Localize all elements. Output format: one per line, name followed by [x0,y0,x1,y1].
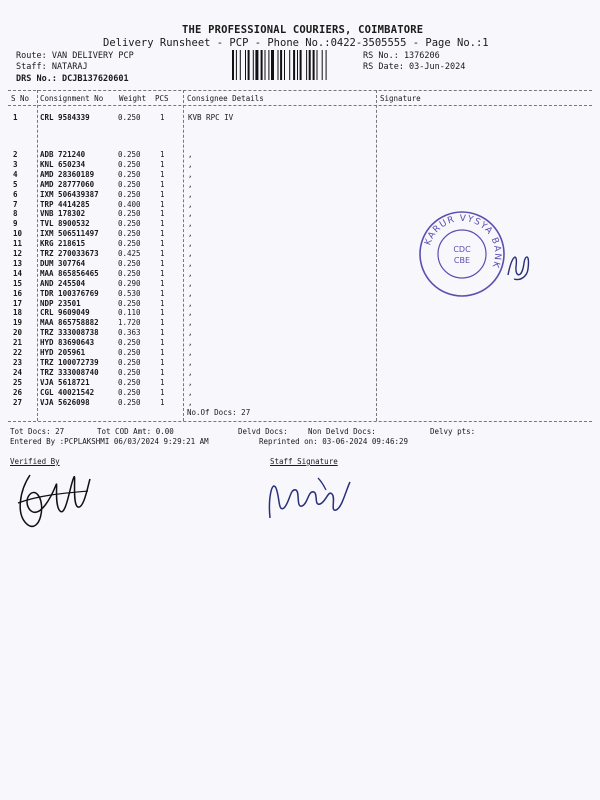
row-sno: 12 [13,249,23,258]
table-bottom-rule [8,421,592,422]
row-consignment-no: TRZ 333008738 [40,328,99,338]
receiver-signature [502,245,536,285]
row-consignment-no: MAA 865758882 [40,318,99,328]
row-weight: 0.250 [118,189,141,199]
row-sno: 13 [13,258,23,268]
reprinted-on: Reprinted on: 03-06-2024 09:46:29 [259,437,409,446]
row-sno: 20 [13,328,23,338]
row-weight: 0.250 [118,258,141,268]
svg-text:CBE: CBE [453,256,471,265]
row-weight: 0.250 [118,150,141,159]
row-consignee-details: , [188,199,193,209]
row-pcs: 1 [160,199,165,209]
row-weight: 0.250 [118,179,141,189]
row-consignee-details: , [188,377,193,387]
row-pcs: 1 [160,357,165,367]
row-pcs: 1 [160,229,165,239]
row-consignment-no: CGL 40021542 [40,387,95,397]
row-sno: 5 [13,179,18,189]
table-header-rule [8,105,592,106]
svg-text:CDC: CDC [453,245,471,254]
row-weight: 0.250 [118,268,141,278]
row-sno: 18 [13,308,23,318]
col-header-pcs: PCS [155,94,169,103]
row-consignee-details: , [188,258,193,268]
row-weight: 0.290 [118,278,141,288]
row-consignee-details: , [188,150,193,159]
row-pcs: 1 [160,113,165,122]
route-label: Route: VAN DELIVERY PCP [16,51,134,61]
row-consignment-no: AND 245504 [40,278,86,288]
row-weight: 0.250 [118,229,141,239]
drs-number: DRS No.: DCJB137620601 [16,74,129,84]
row-consignee-details: , [188,298,193,308]
delivery-points: Delvy pts: [430,427,476,436]
row-consignment-no: VJA 5618721 [40,377,90,387]
row-pcs: 1 [160,179,165,189]
row-consignee-details: , [188,249,193,258]
row-weight: 0.250 [118,377,141,387]
row-weight: 0.250 [118,387,141,397]
row-weight: 0.363 [118,328,141,338]
row-sno: 24 [13,367,23,377]
row-weight: 0.250 [118,209,141,219]
row-sno: 22 [13,348,23,357]
col-header-sno: S No [11,94,30,103]
row-consignee-details: , [188,338,193,348]
staff-signature-label: Staff Signature [270,457,338,466]
row-weight: 0.110 [118,308,141,318]
row-consignee-details: , [188,397,193,407]
row-sno: 16 [13,288,23,298]
row-pcs: 1 [160,308,165,318]
row-consignee-details: , [188,288,193,298]
row-pcs: 1 [160,318,165,328]
col-divider [183,90,184,421]
row-consignment-no: IXM 506511497 [40,229,99,239]
svg-text:KARUR VYSYA BANK: KARUR VYSYA BANK [423,213,503,270]
row-pcs: 1 [160,150,165,159]
row-weight: 0.250 [118,348,141,357]
runsheet-subtitle: Delivery Runsheet - PCP - Phone No.:0422-3505555 - Page No.:1 [103,37,489,49]
row-pcs: 1 [160,278,165,288]
col-divider [37,90,38,421]
entered-by: Entered By :PCPLAKSHMI 06/03/2024 9:29:21 AM [10,437,209,446]
row-weight: 0.250 [118,298,141,308]
row-weight: 1.720 [118,318,141,328]
row-weight: 0.250 [118,239,141,249]
row-pcs: 1 [160,298,165,308]
row-consignment-no: TRZ 270033673 [40,249,99,258]
verified-by-signature [10,465,100,535]
col-header-consignment: Consignment No [40,94,104,103]
row-consignee-details: , [188,367,193,377]
row-consignment-no: TRZ 100072739 [40,357,99,367]
col-header-consignee: Consignee Details [187,94,264,103]
no-of-docs: No.Of Docs: 27 [187,408,251,417]
row-weight: 0.250 [118,397,141,407]
row-sno: 27 [13,397,23,407]
row-consignee-details: , [188,308,193,318]
row-consignee-details: , [188,229,193,239]
row-weight: 0.250 [118,357,141,367]
row-sno: 8 [13,209,18,219]
rs-number: RS No.: 1376206 [363,51,440,61]
row-consignee-details: , [188,159,193,169]
row-sno: 19 [13,318,23,328]
row-weight: 0.400 [118,199,141,209]
row-pcs: 1 [160,258,165,268]
row-weight: 0.425 [118,249,141,258]
row-consignment-no: KRG 218615 [40,239,86,249]
row-consignment-no: TVL 8900532 [40,219,90,229]
row-pcs: 1 [160,397,165,407]
barcode [232,50,356,80]
row-consignee-details: , [188,328,193,338]
row-weight: 0.250 [118,367,141,377]
row-pcs: 1 [160,348,165,357]
row-consignee-details: , [188,189,193,199]
row-sno: 25 [13,377,23,387]
row-sno: 11 [13,239,23,249]
row-pcs: 1 [160,377,165,387]
row-sno: 3 [13,159,18,169]
verified-by-label: Verified By [10,457,60,466]
row-consignee-details: , [188,387,193,397]
row-consignment-no: VNB 178302 [40,209,86,219]
row-sno: 10 [13,229,23,239]
row-sno: 4 [13,169,18,179]
row-sno: 21 [13,338,23,348]
total-cod-amount: Tot COD Amt: 0.00 [97,427,174,436]
row-consignee-details: , [188,239,193,249]
row-consignment-no: DUM 307764 [40,258,86,268]
row-weight: 0.250 [118,169,141,179]
row-pcs: 1 [160,249,165,258]
row-consignee-details: , [188,219,193,229]
row-consignment-no: NDP 23501 [40,298,81,308]
row-weight: 0.250 [118,219,141,229]
non-delivered-docs: Non Delvd Docs: [308,427,376,436]
row-consignee-details: , [188,169,193,179]
row-sno: 26 [13,387,23,397]
row-consignment-no: KNL 650234 [40,159,86,169]
row-pcs: 1 [160,328,165,338]
row-pcs: 1 [160,239,165,249]
row-consignee-details: KVB RPC IV [188,113,234,122]
row-consignee-details: , [188,318,193,328]
row-consignment-no: AMD 28360189 [40,169,95,179]
row-pcs: 1 [160,387,165,397]
row-pcs: 1 [160,219,165,229]
row-sno: 9 [13,219,18,229]
row-consignment-no: MAA 865856465 [40,268,99,278]
table-top-rule [8,90,592,91]
row-weight: 0.250 [118,113,141,122]
company-title: THE PROFESSIONAL COURIERS, COIMBATORE [182,24,424,36]
col-divider [376,90,377,421]
row-pcs: 1 [160,367,165,377]
row-sno: 6 [13,189,18,199]
row-pcs: 1 [160,189,165,199]
row-consignee-details: , [188,179,193,189]
row-sno: 23 [13,357,23,367]
row-pcs: 1 [160,288,165,298]
row-consignment-no: ADB 721240 [40,150,86,159]
total-docs: Tot Docs: 27 [10,427,65,436]
row-consignee-details: , [188,209,193,219]
row-consignment-no: VJA 5626098 [40,397,90,407]
row-consignment-no: AMD 28777060 [40,179,95,189]
row-consignee-details: , [188,357,193,367]
row-sno: 7 [13,199,18,209]
row-pcs: 1 [160,268,165,278]
row-sno: 1 [13,113,18,122]
row-pcs: 1 [160,169,165,179]
row-consignee-details: , [188,278,193,288]
row-consignment-no: TRZ 333008740 [40,367,99,377]
row-consignee-details: , [188,268,193,278]
row-weight: 0.530 [118,288,141,298]
rs-date: RS Date: 03-Jun-2024 [363,62,466,72]
row-pcs: 1 [160,338,165,348]
row-consignment-no: TDR 100376769 [40,288,99,298]
row-weight: 0.250 [118,338,141,348]
staff-signature [262,468,358,528]
bank-stamp [418,210,506,298]
row-consignment-no: CRL 9584339 [40,113,90,122]
row-consignment-no: CRL 9609049 [40,308,90,318]
row-consignee-details: , [188,348,193,357]
row-consignment-no: TRP 4414285 [40,199,90,209]
row-sno: 17 [13,298,23,308]
row-consignment-no: IXM 506439387 [40,189,99,199]
row-weight: 0.250 [118,159,141,169]
col-header-weight: Weight [119,94,147,103]
row-sno: 15 [13,278,23,288]
row-sno: 2 [13,150,18,159]
staff-label: Staff: NATARAJ [16,62,88,72]
delivered-docs: Delvd Docs: [238,427,288,436]
row-sno: 14 [13,268,23,278]
row-consignment-no: HYD 205961 [40,348,86,357]
col-header-signature: Signature [380,94,421,103]
row-pcs: 1 [160,209,165,219]
row-pcs: 1 [160,159,165,169]
row-consignment-no: HYD 83690643 [40,338,95,348]
